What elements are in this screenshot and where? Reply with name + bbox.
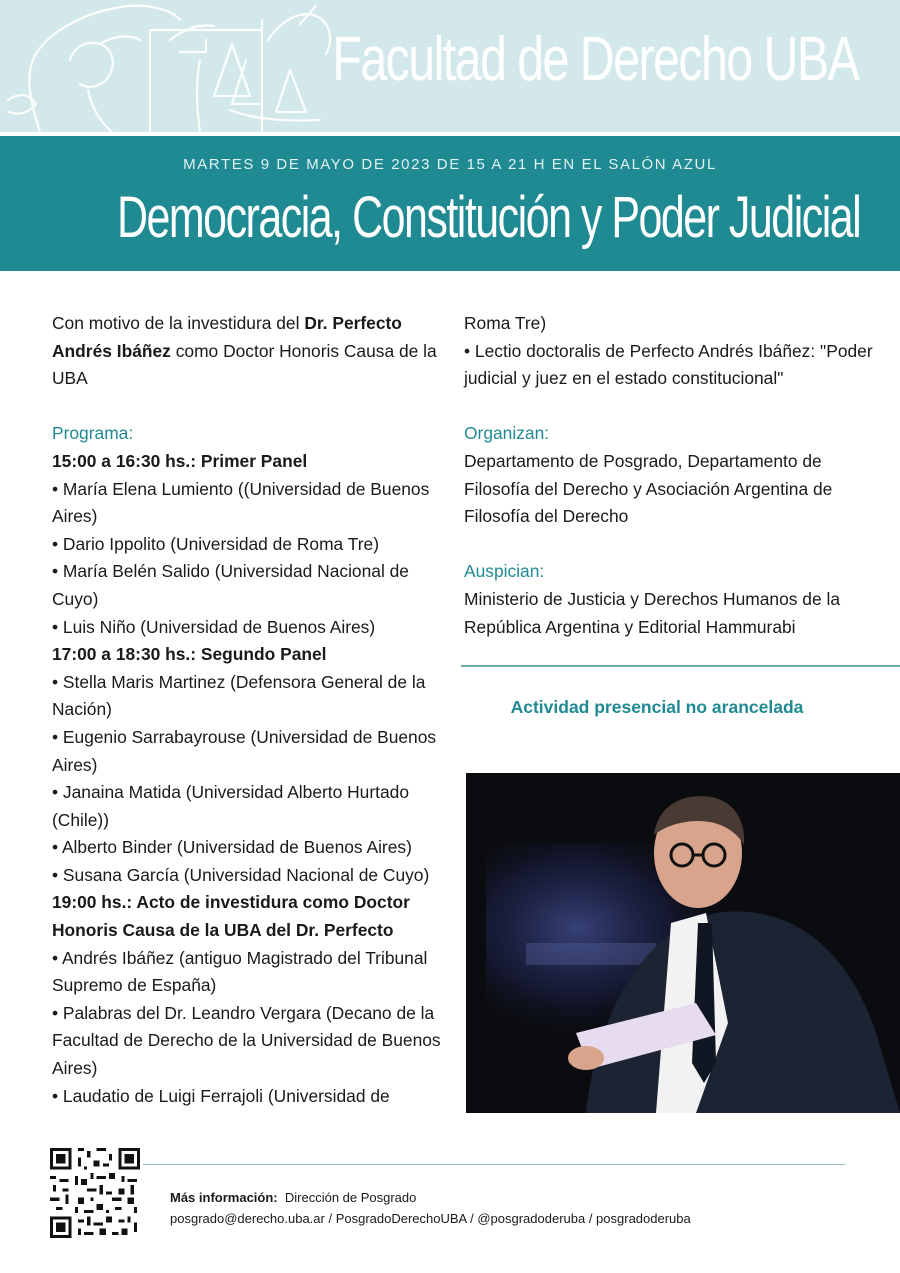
list-item: • Janaina Matida (Universidad Alberto Hurtado (Chile)) [52, 782, 409, 830]
list-item: • Alberto Binder (Universidad de Buenos Aires) [52, 837, 412, 858]
list-item: • Luis Niño (Universidad de Buenos Aires) [52, 616, 376, 637]
footer-contact [170, 1187, 691, 1229]
more-info-line [170, 1187, 691, 1208]
program-label: Programa: [52, 423, 134, 444]
list-item: • Susana García (Universidad Nacional de Cuyo) [52, 864, 430, 885]
list-item: • Eugenio Sarrabayrouse (Universidad de Buenos Aires) [52, 726, 437, 775]
event-date: MARTES 9 DE MAYO DE 2023 DE 15 A 21 H EN EL SALÓN AZUL [183, 156, 717, 173]
list-item: • Palabras del Dr. Leandro Vergara (Decano de la Facultad de Derecho de la Universidad de Buenos Aires) [52, 1002, 441, 1079]
more-info-value: Dirección de Posgrado [284, 1190, 417, 1205]
list-item: • Dario Ippolito (Universidad de Roma Tre) [52, 533, 379, 554]
organizers-label: Organizan: [464, 423, 550, 444]
list-item: • Lectio doctoralis de Perfecto Andrés Ibáñez: "Poder judicial y juez en el estado constitucional" [464, 340, 873, 389]
panel1-heading: 15:00 a 16:30 hs.: Primer Panel [52, 450, 308, 471]
more-info-label: Más información: [170, 1190, 278, 1205]
list-item: • Laudatio de Luigi Ferrajoli (Universidad de [52, 1085, 390, 1106]
list-item: • María Belén Salido (Universidad Nacional de Cuyo) [52, 561, 409, 609]
free-activity-note: Actividad presencial no arancelada [510, 697, 804, 717]
list-item: • Andrés Ibáñez (antiguo Magistrado del Tribunal Supremo de España) [52, 947, 428, 996]
event-header-band [0, 136, 900, 271]
organizers-text: Departamento de Posgrado, Departamento de Filosofía del Derecho y Asociación Argentina de Filosofía del Derecho [464, 450, 833, 527]
footer-divider [143, 1164, 845, 1165]
divider [461, 665, 900, 667]
contact-links: posgrado@derecho.uba.ar / PosgradoDerechoUBA / @posgradoderuba / posgradoderuba [170, 1211, 691, 1226]
event-title: Democracia, Constitución y Poder Judicial [117, 185, 861, 250]
sponsors-text: Ministerio de Justicia y Derechos Humanos de la República Argentina y Editorial Hammurabi [464, 588, 840, 637]
list-item: Roma Tre) [464, 313, 547, 333]
header-banner [0, 0, 900, 132]
ceremony-heading: 19:00 hs.: Acto de investidura como Doctor Honoris Causa de la UBA del Dr. Perfecto [52, 892, 410, 941]
list-item: • Stella Maris Martinez (Defensora General de la Nación) [52, 671, 426, 720]
list-item: • María Elena Lumiento ((Universidad de Buenos Aires) [52, 478, 430, 527]
intro-paragraph: Con motivo de la investidura del Dr. Perfecto Andrés Ibáñez como Doctor Honoris Causa de la UBA [52, 313, 437, 389]
speaker-photo-icon [466, 773, 900, 1113]
faculty-title: Facultad de Derecho UBA [332, 25, 858, 94]
panel2-heading: 17:00 a 18:30 hs.: Segundo Panel [52, 644, 327, 665]
left-column [52, 310, 444, 1110]
right-column [464, 310, 874, 641]
speaker-photo [466, 773, 900, 1113]
qr-code-icon[interactable] [50, 1148, 140, 1238]
sponsors-label: Auspician: [464, 561, 545, 582]
honoree-name: Dr. Perfecto Andrés Ibáñez [52, 313, 402, 361]
